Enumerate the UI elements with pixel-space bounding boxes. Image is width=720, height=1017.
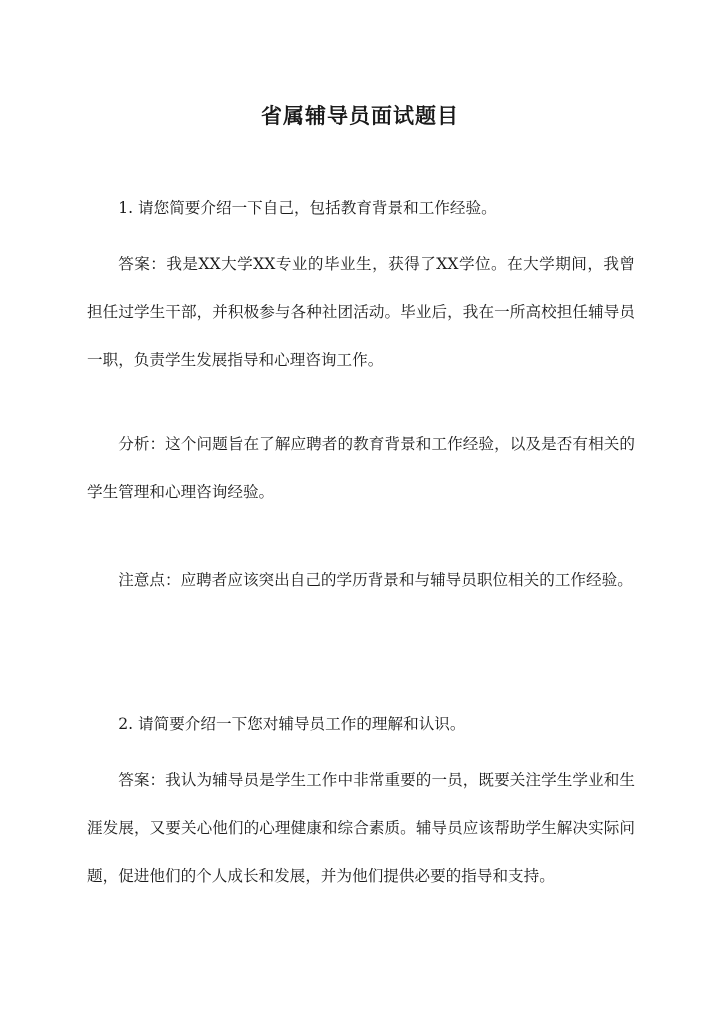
answer-1: 答案：我是XX大学XX专业的毕业生，获得了XX学位。在大学期间，我曾担任过学生干部，并积极参与各种社团活动。毕业后，我在一所高校担任辅导员一职，负责学生发展指导和心理咨询工作。: [87, 255, 635, 369]
analysis-1: 分析：这个问题旨在了解应聘者的教育背景和工作经验，以及是否有相关的学生管理和心理咨询经验。: [87, 435, 635, 501]
note-1: 注意点：应聘者应该突出自己的学历背景和与辅导员职位相关的工作经验。: [118, 571, 633, 589]
document-title: 省属辅导员面试题目: [261, 103, 459, 129]
answer-2: 答案：我认为辅导员是学生工作中非常重要的一员，既要关注学生学业和生涯发展，又要关心他们的心理健康和综合素质。辅导员应该帮助学生解决实际问题，促进他们的个人成长和发展，并为他们提供必要的指导和支持。: [87, 771, 635, 885]
question-1: 1. 请您简要介绍一下自己，包括教育背景和工作经验。: [118, 199, 497, 217]
question-2: 2. 请简要介绍一下您对辅导员工作的理解和认识。: [118, 715, 466, 733]
